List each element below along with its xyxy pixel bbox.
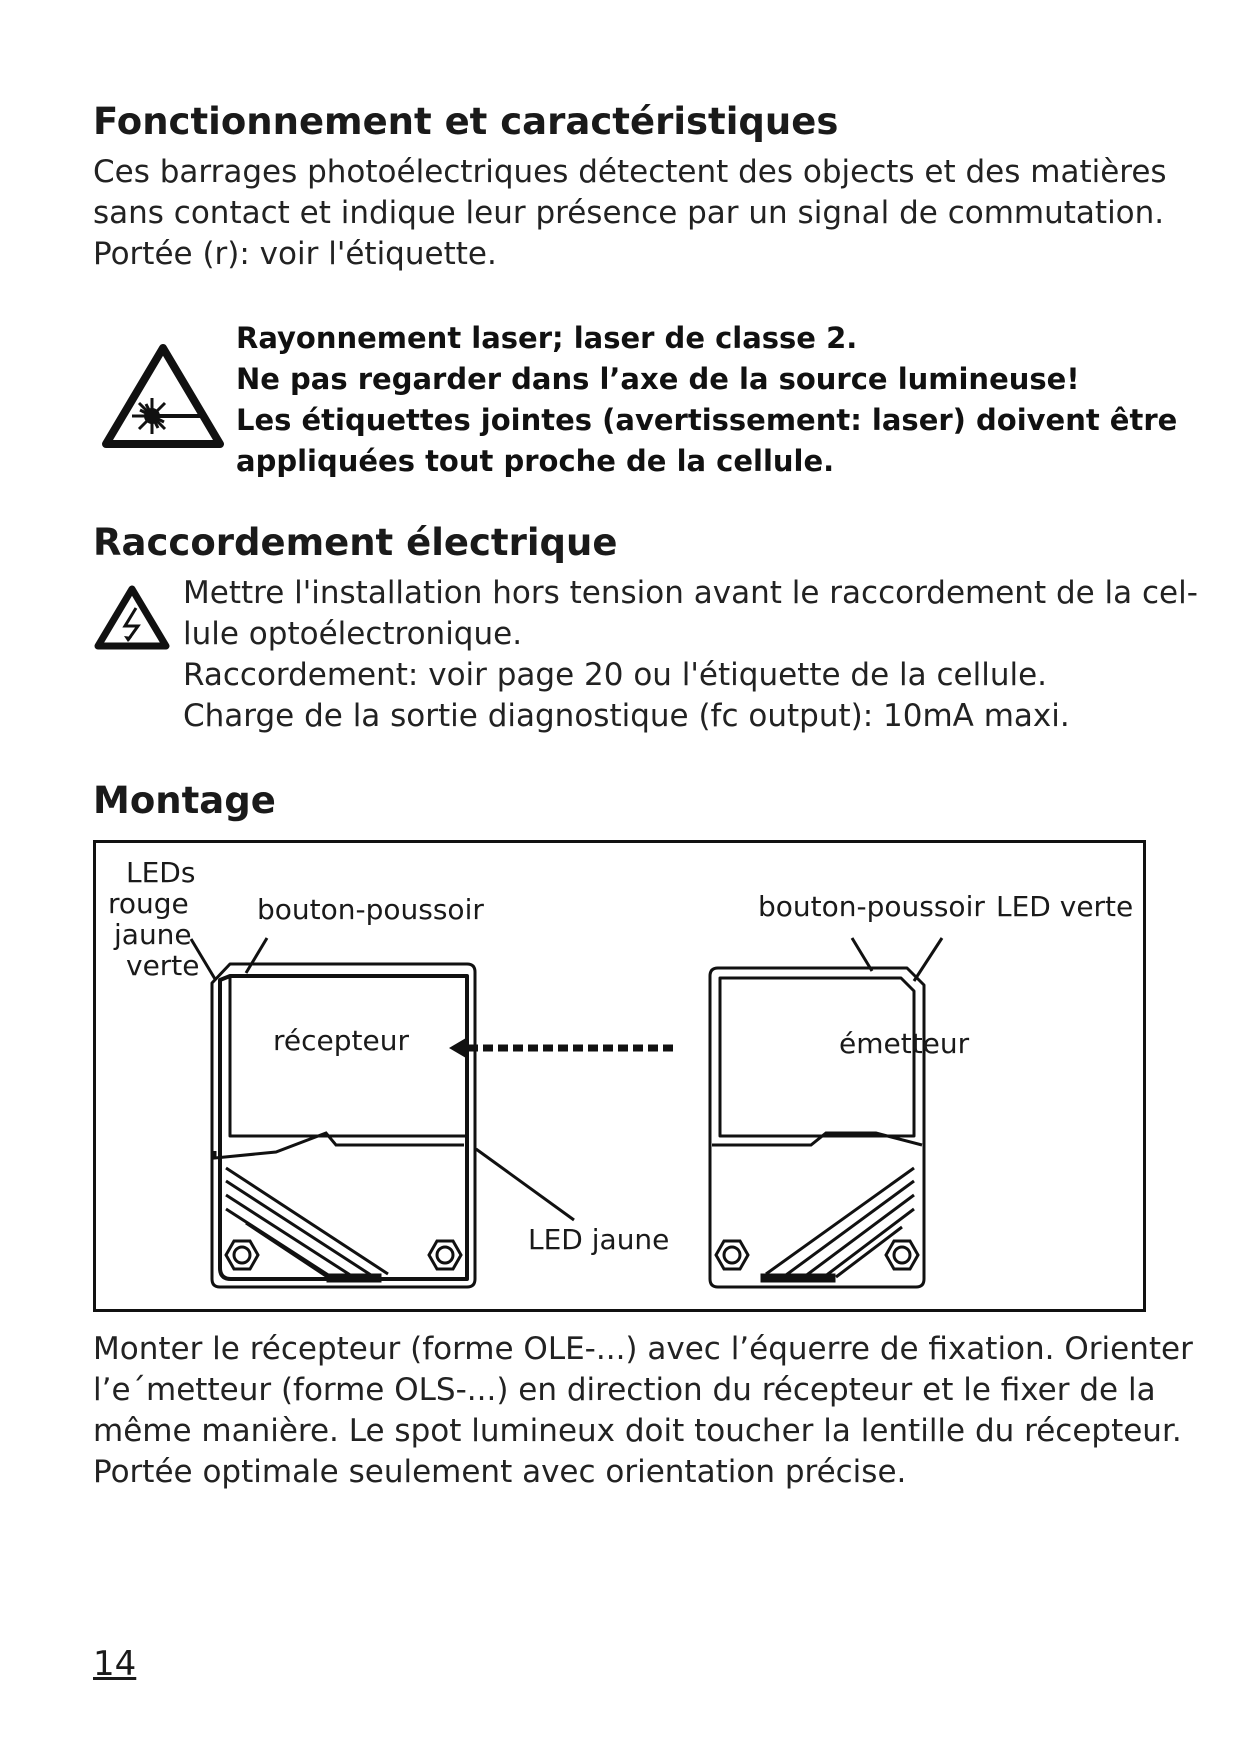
receiver-led-pointer — [476, 1149, 574, 1220]
receiver-button-pointer — [246, 938, 267, 973]
paragraph-line: Mettre l'installation hors tension avant le raccordement de la cel- — [183, 575, 1198, 611]
page-number: 14 — [93, 1644, 137, 1684]
paragraph-line: Ces barrages photoélectriques détectent des objects et des matières — [93, 154, 1167, 190]
paragraph-line: Portée optimale seulement avec orientation précise. — [93, 1454, 907, 1490]
laser-warning-line: Rayonnement laser; laser de classe 2. — [236, 321, 858, 355]
paragraph-line: Charge de la sortie diagnostique (fc output): 10mA maxi. — [183, 698, 1070, 734]
laser-warning-line: Ne pas regarder dans l’axe de la source lumineuse! — [236, 362, 1080, 396]
section-heading-fonctionnement: Fonctionnement et caractéristiques — [93, 100, 839, 143]
receiver-housing — [212, 964, 475, 1287]
emitter-button-pointer — [852, 938, 872, 971]
laser-warning-line: Les étiquettes jointes (avertissement: laser) doivent être — [236, 403, 1178, 437]
laser-warning-icon — [100, 342, 226, 450]
receiver-label: récepteur — [273, 1024, 409, 1057]
section-heading-raccordement: Raccordement électrique — [93, 521, 618, 564]
receiver-led-label: LED jaune — [528, 1223, 670, 1256]
electrical-hazard-icon — [94, 584, 170, 650]
receiver-button-label: bouton-poussoir — [257, 893, 484, 926]
emitter-screws — [716, 1241, 918, 1269]
emitter-vents — [712, 1133, 922, 1281]
emitter-led-pointer — [914, 938, 942, 981]
laser-warning-line: appliquées tout proche de la cellule. — [236, 444, 835, 478]
section-heading-montage: Montage — [93, 779, 276, 822]
leds-label-line: rouge — [108, 887, 189, 920]
leds-label-line: LEDs — [126, 856, 196, 889]
leds-label-line: verte — [126, 949, 200, 982]
light-beam-arrow — [449, 1038, 676, 1058]
leds-label-line: jaune — [114, 918, 192, 951]
paragraph-line: Raccordement: voir page 20 ou l'étiquette de la cellule. — [183, 657, 1048, 693]
emitter-led-label: LED verte — [996, 890, 1134, 923]
receiver-vents — [215, 1133, 464, 1281]
paragraph-line: même manière. Le spot lumineux doit toucher la lentille du récepteur. — [93, 1413, 1182, 1449]
paragraph-line: Portée (r): voir l'étiquette. — [93, 236, 497, 272]
emitter-button-label: bouton-poussoir — [758, 890, 985, 923]
montage-diagram — [93, 840, 1146, 1312]
paragraph-line: sans contact et indique leur présence par un signal de commutation. — [93, 195, 1165, 231]
leds-label — [108, 856, 200, 982]
paragraph-line: l’e´metteur (forme OLS-...) en direction du récepteur et le fixer de la — [93, 1372, 1156, 1408]
emitter-label: émetteur — [839, 1027, 970, 1060]
paragraph-line: Monter le récepteur (forme OLE-...) avec l’équerre de fixation. Orienter — [93, 1331, 1193, 1367]
paragraph-line: lule optoélectronique. — [183, 616, 523, 652]
